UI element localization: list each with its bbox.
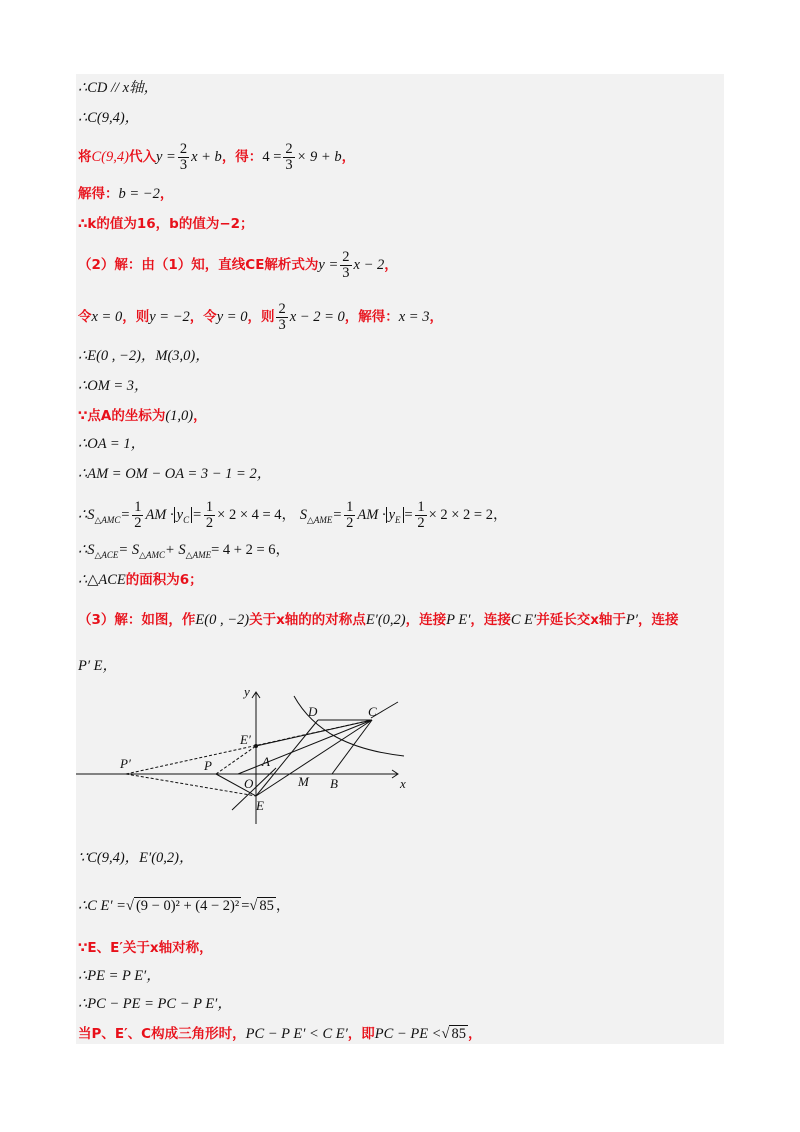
line-17: P′ E， xyxy=(78,658,118,674)
label-P: P xyxy=(204,758,212,773)
sqrt-sign: √ xyxy=(249,898,258,914)
line-14: $\therefore S_{\triangle ACE}= S_{\triangle AMC}+ S_{\triangle AME}= 4 + 2 = 6$， xyxy=(78,542,291,560)
fraction: $\frac{1}{2}$ xyxy=(205,499,214,531)
line-11: ∴OA = 1， xyxy=(78,436,146,452)
sqrt-sign: √ xyxy=(441,1026,450,1042)
line-4: 解得：b = −2， xyxy=(78,186,174,202)
line-9: ∴OM = 3， xyxy=(78,378,149,394)
fraction: $\frac{2}{3}$ xyxy=(285,141,293,173)
line-19: ∴C E′ =√ (9 − 0)² + (4 − 2)² =√ 85 ， xyxy=(78,898,291,914)
label-A: A xyxy=(262,754,270,769)
line-18: ∵C(9,4)，E′(0,2)， xyxy=(78,850,194,866)
line-12: ∴AM = OM − OA = 3 − 1 = 2， xyxy=(78,466,272,482)
line-5: ∴k的值为16，b的值为−2； xyxy=(78,216,254,232)
line-13: $\therefore S_{\triangle AMC}=$ $\frac{1}{2}$ AM · $y_C$ = $\frac{1}{2}$ × 2 × 4 = 4， $S_{\triangle AME}=$ $\frac{1}{2}$ AM · $y_E$ = $\frac{1}{2}$ × 2 × 2 = 2， xyxy=(78,499,508,531)
line-15: ∴△ACE的面积为6； xyxy=(78,572,203,588)
abs-yc: $y_C$ xyxy=(174,507,192,523)
fraction: $\frac{2}{3}$ xyxy=(342,249,350,281)
line-23: 当P、E′、C构成三角形时，PC − P E′ < C E′，即PC − PE <√ 85 ， xyxy=(78,1026,482,1042)
line-10: ∵点A的坐标为(1,0)， xyxy=(78,408,207,424)
line-22: ∴PC − PE = PC − P E′， xyxy=(78,996,232,1012)
label-B: B xyxy=(330,776,338,791)
fraction: $\frac{1}{2}$ xyxy=(417,499,425,531)
line-21: ∴PE = P E′， xyxy=(78,968,161,984)
line-1: ∴CD // x轴， xyxy=(78,80,159,96)
fraction: $\frac{2}{3}$ xyxy=(278,301,286,333)
line-20: ∵E、E′关于x轴对称， xyxy=(78,940,213,956)
label-M: M xyxy=(298,774,309,789)
label-D: D xyxy=(308,704,318,719)
line-6: （2）解：由（1）知，直线CE解析式为y = $\frac{2}{3}$ x − 2， xyxy=(78,249,398,281)
label-E: E xyxy=(256,798,264,813)
abs-ye: $y_E$ xyxy=(386,507,404,523)
label-x: x xyxy=(400,776,406,791)
fraction: $\frac{2}{3}$ xyxy=(179,141,188,173)
label-C: C xyxy=(368,704,377,719)
fraction: $\frac{1}{2}$ xyxy=(134,499,142,531)
geometry-figure xyxy=(76,684,416,824)
line-8: ∴E(0 , −2)，M(3,0)， xyxy=(78,348,210,364)
fraction: $\frac{1}{2}$ xyxy=(346,499,354,531)
point-Eprime xyxy=(254,744,258,748)
segment-CE xyxy=(256,720,372,796)
line-2: ∴C(9,4)， xyxy=(78,110,140,126)
line-3: 将C(9,4)代入y = $\frac{2}{3}$ x + b，得：4 = $\frac{2}{3}$ × 9 + b， xyxy=(78,141,356,173)
label-Pprime: P′ xyxy=(120,756,131,771)
line-7: 令x = 0，则y = −2，令y = 0，则 $\frac{2}{3}$ x − 2 = 0，解得：x = 3， xyxy=(78,301,443,333)
label-Eprime: E′ xyxy=(240,732,251,747)
label-O: O xyxy=(244,776,254,791)
line-16: （3）解：如图，作E(0 , −2)关于x轴的的对称点E′(0,2)，连接P E′，连接C E′并延长交x轴于P′，连接 xyxy=(78,612,679,628)
sqrt-sign: √ xyxy=(125,898,134,914)
label-y: y xyxy=(244,684,250,699)
